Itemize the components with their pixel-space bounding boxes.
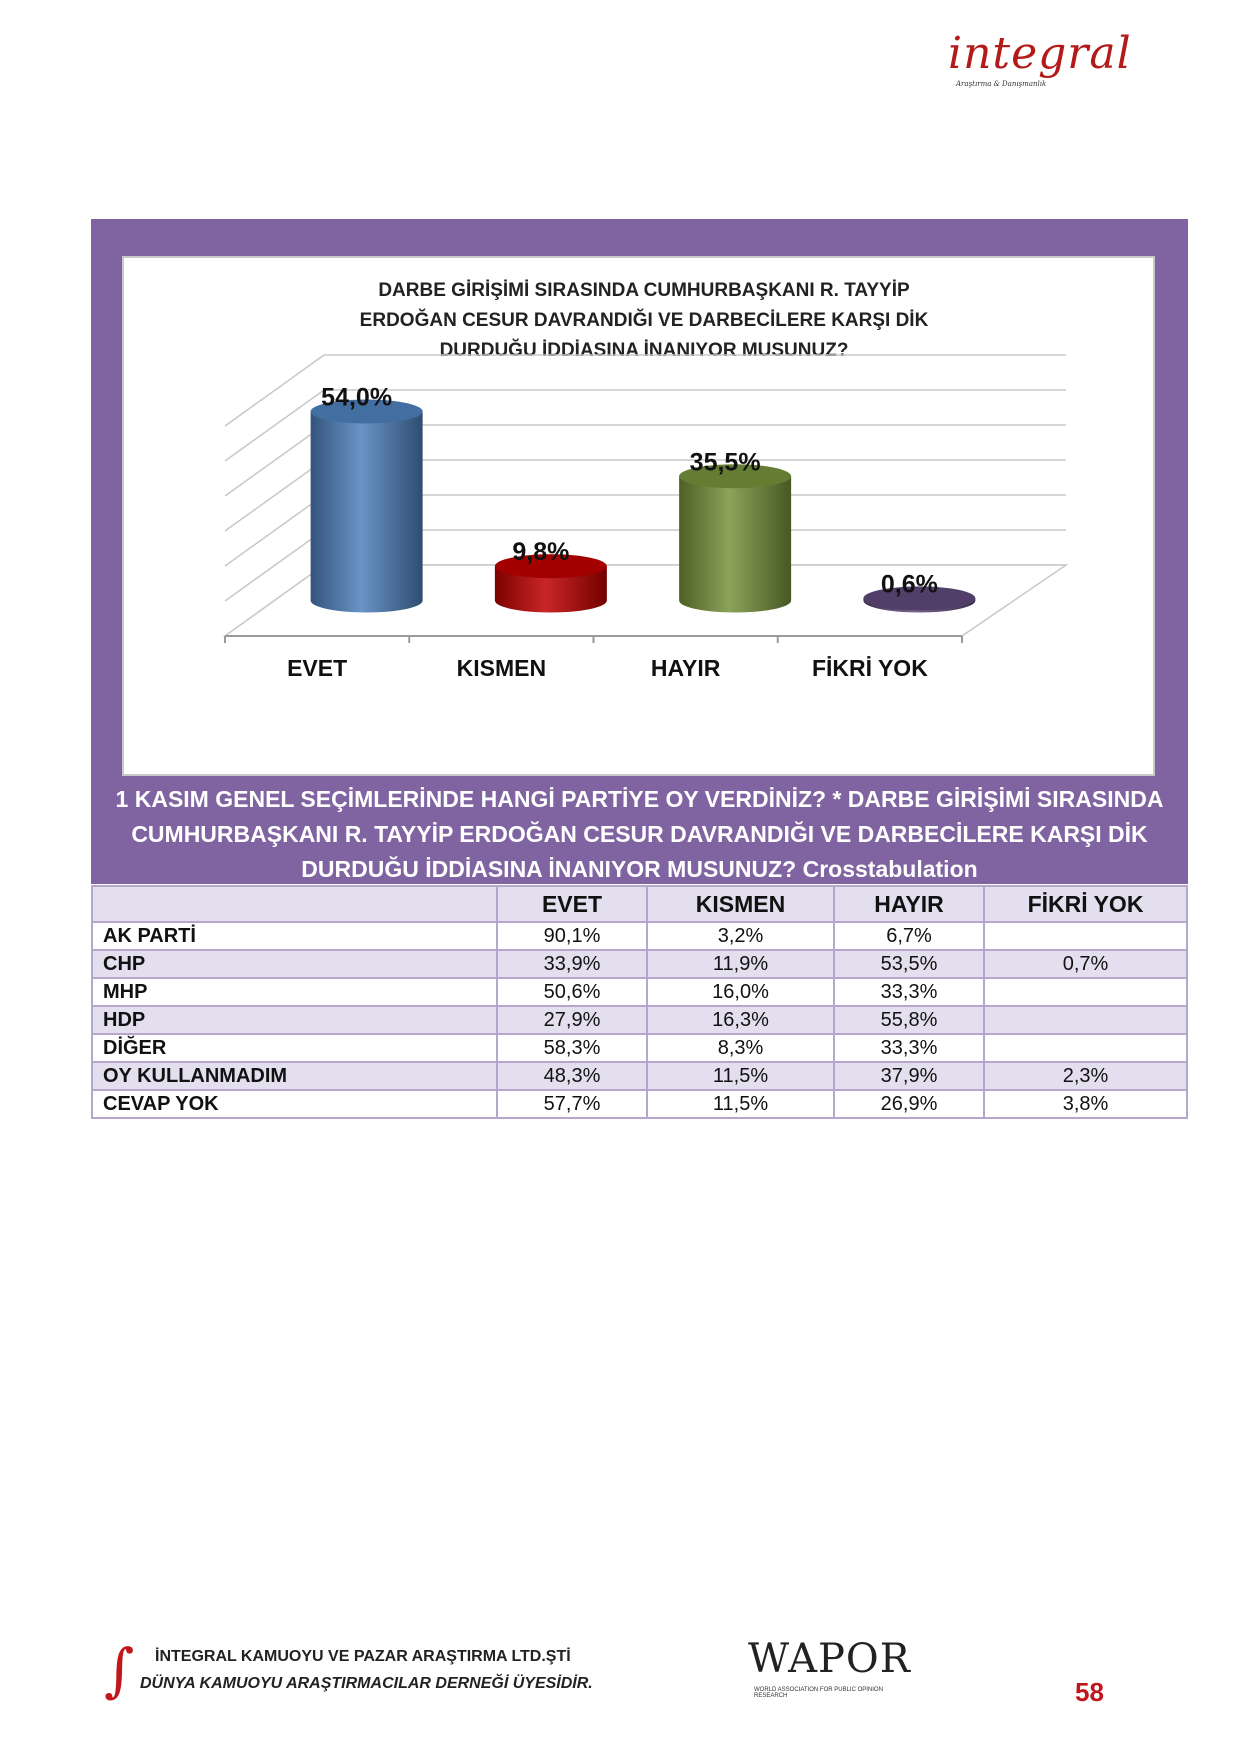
page-number: 58 xyxy=(1075,1677,1104,1707)
table-cell: 53,5% xyxy=(834,950,984,978)
table-cell: 26,9% xyxy=(834,1090,984,1118)
bar-body xyxy=(679,476,791,612)
gridline-side xyxy=(225,355,324,426)
row-label: HDP xyxy=(92,1006,497,1034)
row-label: MHP xyxy=(92,978,497,1006)
table-row xyxy=(92,1006,1187,1034)
table-row xyxy=(92,922,1187,950)
data-label: 0,6% xyxy=(880,570,938,599)
table-cell: 16,3% xyxy=(647,1006,834,1034)
table-cell: 6,7% xyxy=(834,922,984,950)
gridline-side xyxy=(225,460,324,531)
table-cell: 33,3% xyxy=(834,1034,984,1062)
gridline-side xyxy=(225,425,324,496)
category-label: HAYIR xyxy=(650,655,721,681)
table-cell: 3,2% xyxy=(647,922,834,950)
row-label: DİĞER xyxy=(92,1034,497,1062)
header-evet: EVET xyxy=(497,886,647,922)
table-cell: 16,0% xyxy=(647,978,834,1006)
crosstab-title: 1 KASIM GENEL SEÇİMLERİNDE HANGİ PARTİYE OY VERDİNİZ? * DARBE GİRİŞİMİ SIRASINDA CUMHURBAŞKANI R. TAYYİP ERDOĞAN CESUR DAVRANDIĞI VE DARBECİLERE KARŞI DİK DURDUĞU İDDİASINA İNANIYOR MUSUNUZ? Crosstabulation xyxy=(115,786,1164,882)
row-label: AK PARTİ xyxy=(92,922,497,950)
table-cell xyxy=(984,1006,1187,1034)
table-cell: 2,3% xyxy=(984,1062,1187,1090)
footer-company: İNTEGRAL KAMUOYU VE PAZAR ARAŞTIRMA LTD.ŞTİ xyxy=(155,1648,571,1665)
table-cell: 58,3% xyxy=(497,1034,647,1062)
table-cell: 0,7% xyxy=(984,950,1187,978)
category-label: EVET xyxy=(287,655,348,681)
bar-body xyxy=(311,412,423,613)
integral-logo xyxy=(948,28,1132,98)
table-cell: 11,9% xyxy=(647,950,834,978)
data-label: 35,5% xyxy=(689,448,761,477)
table-cell: 33,3% xyxy=(834,978,984,1006)
table-cell: 11,5% xyxy=(647,1062,834,1090)
header-fikri-yok: FİKRİ YOK xyxy=(984,886,1187,922)
row-label: OY KULLANMADIM xyxy=(92,1062,497,1090)
table-cell: 11,5% xyxy=(647,1090,834,1118)
category-label: FİKRİ YOK xyxy=(811,655,928,681)
bar-chart xyxy=(124,258,1153,774)
crosstab-header-row xyxy=(92,886,1187,922)
wapor-subtitle: WORLD ASSOCIATION FOR PUBLIC OPINION RESEARCH xyxy=(754,1687,883,1699)
table-cell: 33,9% xyxy=(497,950,647,978)
category-label: KISMEN xyxy=(456,655,547,681)
table-cell xyxy=(984,922,1187,950)
bar-evet xyxy=(311,400,423,613)
header-hayir: HAYIR xyxy=(834,886,984,922)
footer-membership: DÜNYA KAMUOYU ARAŞTIRMACILAR DERNEĞİ ÜYESİDİR. xyxy=(140,1675,593,1692)
table-row xyxy=(92,1062,1187,1090)
table-cell: 8,3% xyxy=(647,1034,834,1062)
chart-title: DARBE GİRİŞİMİ SIRASINDA CUMHURBAŞKANI R. TAYYİP ERDOĞAN CESUR DAVRANDIĞI VE DARBECİLERE KARŞI DİK DURDUĞU İDDİASINA İNANIYOR MUSUNUZ? xyxy=(359,280,929,361)
bar-hayir xyxy=(679,464,791,612)
table-cell xyxy=(984,978,1187,1006)
header-kismen: KISMEN xyxy=(647,886,834,922)
wapor-logo xyxy=(748,1636,911,1706)
gridline-side xyxy=(225,495,324,566)
gridline-side xyxy=(225,390,324,461)
table-cell: 37,9% xyxy=(834,1062,984,1090)
table-cell: 27,9% xyxy=(497,1006,647,1034)
data-label: 9,8% xyxy=(512,538,570,567)
table-cell: 50,6% xyxy=(497,978,647,1006)
table-cell: 48,3% xyxy=(497,1062,647,1090)
table-row xyxy=(92,1090,1187,1118)
table-row xyxy=(92,950,1187,978)
header-blank xyxy=(92,886,497,922)
table-row xyxy=(92,978,1187,1006)
logo-text: integral xyxy=(948,28,1132,79)
table-cell: 57,7% xyxy=(497,1090,647,1118)
chart-container xyxy=(122,256,1155,776)
table-cell: 3,8% xyxy=(984,1090,1187,1118)
table-cell: 90,1% xyxy=(497,922,647,950)
integral-footer-mark: ∫ xyxy=(104,1636,135,1704)
table-cell xyxy=(984,1034,1187,1062)
data-label: 54,0% xyxy=(321,383,393,412)
table-cell: 55,8% xyxy=(834,1006,984,1034)
row-label: CHP xyxy=(92,950,497,978)
logo-tagline: Araştırma & Danışmanlık xyxy=(956,80,1047,88)
row-label: CEVAP YOK xyxy=(92,1090,497,1118)
table-row xyxy=(92,1034,1187,1062)
wapor-name: WAPOR xyxy=(748,1636,911,1682)
crosstab-table xyxy=(91,885,1188,1119)
